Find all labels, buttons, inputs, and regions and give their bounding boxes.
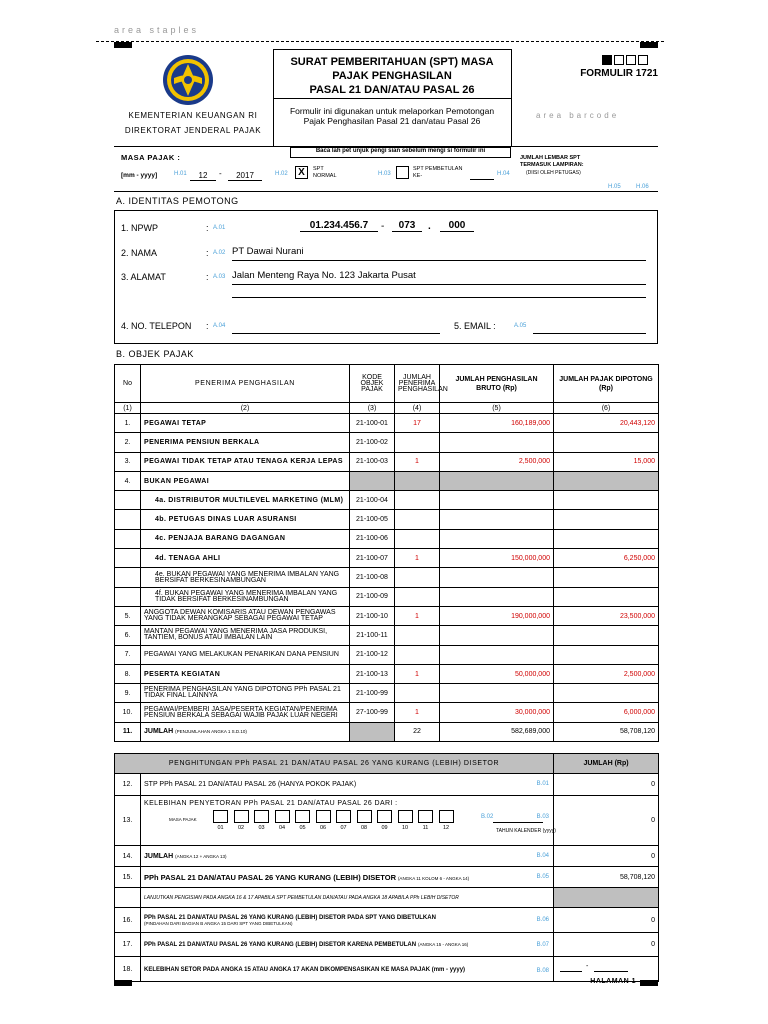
cell-pph[interactable] — [554, 529, 659, 548]
telepon-label: 4. NO. TELEPON — [121, 321, 192, 331]
row-14-cell — [141, 846, 554, 867]
cell-jml[interactable] — [395, 491, 440, 510]
row-17-cell — [141, 933, 554, 957]
row-16-value[interactable]: 0 — [554, 908, 659, 933]
staple-dashed-line — [96, 41, 664, 42]
cell-no: 7. — [115, 645, 141, 664]
table-row — [115, 414, 659, 433]
col-num-2: (2) — [141, 403, 350, 414]
total-label-cell — [141, 722, 350, 741]
row-15-value[interactable]: 58,708,120 — [554, 867, 659, 888]
table-row — [115, 471, 659, 490]
total-label: JUMLAH — [144, 728, 174, 736]
cell-kode: 21-100-99 — [350, 684, 395, 703]
corner-mark-tl — [114, 42, 132, 48]
cell-kode: 21-100-12 — [350, 645, 395, 664]
cell-jml[interactable] — [395, 433, 440, 452]
cell-bruto[interactable]: 50,000,000 — [440, 664, 554, 683]
cell-name: PEGAWAI TETAP — [141, 414, 350, 433]
code-h01: H.01 — [174, 171, 187, 177]
row-13-no: 13. — [115, 796, 141, 846]
masa-dash: - — [219, 169, 222, 178]
row-14-value[interactable]: 0 — [554, 846, 659, 867]
cell-no — [115, 587, 141, 606]
table-row — [115, 664, 659, 683]
month-checkbox[interactable] — [377, 810, 392, 823]
col-num-5: (5) — [440, 403, 554, 414]
cell-kode: 21-100-04 — [350, 491, 395, 510]
cell-jml[interactable] — [395, 529, 440, 548]
cell-kode: 21-100-07 — [350, 549, 395, 568]
cell-name: PENERIMA PENGHASILAN YANG DIPOTONG PPh PASAL 21 TIDAK FINAL LAINNYA — [141, 684, 350, 703]
cell-no: 4. — [115, 471, 141, 490]
table-row — [115, 491, 659, 510]
cell-pph[interactable]: 15,000 — [554, 452, 659, 471]
masa-pajak-label: MASA PAJAK : — [121, 153, 181, 162]
page-number: HALAMAN 1 — [590, 978, 636, 985]
row-18-no: 18. — [115, 957, 141, 982]
month-label: 10 — [401, 825, 409, 831]
row-16-cell — [141, 908, 554, 933]
month-checkbox[interactable] — [439, 810, 454, 823]
total-note: (PENJUMLAHAN ANGKA 1 S.D.10) — [175, 729, 247, 735]
table-row — [115, 703, 659, 722]
corner-mark-bl — [114, 980, 132, 986]
col-header-jumlah-penerima: JUMLAH PENERIMA PENGHASILAN — [395, 365, 440, 403]
form-title-3: PASAL 21 DAN/ATAU PASAL 26 — [309, 84, 475, 96]
code-a03: A.03 — [213, 274, 226, 280]
cell-kode: 21-100-08 — [350, 568, 395, 587]
cell-jml[interactable]: 1 — [395, 703, 440, 722]
cell-name: ANGGOTA DEWAN KOMISARIS ATAU DEWAN PENGAWAS YANG TIDAK MERANGKAP SEBAGAI PEGAWAI TETAP — [141, 606, 350, 625]
email-label: 5. EMAIL : — [454, 321, 496, 331]
npwp-part-2[interactable]: 073 — [392, 220, 422, 232]
row-17-value[interactable]: 0 — [554, 933, 659, 957]
cell-kode: 21-100-10 — [350, 606, 395, 625]
tahun-kalender-line[interactable] — [493, 822, 543, 823]
corner-mark-br — [640, 980, 658, 986]
cell-kode: 21-100-05 — [350, 510, 395, 529]
cell-jml[interactable]: 1 — [395, 452, 440, 471]
month-label: 06 — [319, 825, 327, 831]
month-checkbox[interactable] — [254, 810, 269, 823]
cell-no — [115, 491, 141, 510]
cell-jml[interactable] — [395, 510, 440, 529]
row-14-no: 14. — [115, 846, 141, 867]
code-h03: H.03 — [378, 171, 391, 177]
month-label: 03 — [258, 825, 265, 831]
cell-pph[interactable] — [554, 626, 659, 645]
jumlah-lembar-label: JUMLAH LEMBAR SPT TERMASUK LAMPIRAN: — [520, 155, 584, 168]
cell-name: PENERIMA PENSIUN BERKALA — [141, 433, 350, 452]
code-b08: B.08 — [536, 968, 550, 974]
month-label: 08 — [360, 825, 368, 831]
row-15-cell — [141, 867, 554, 888]
cell-pph[interactable] — [554, 684, 659, 703]
row-18-dash: - — [586, 963, 589, 970]
cell-pph[interactable] — [554, 568, 659, 587]
cell-pph[interactable]: 23,500,000 — [554, 606, 659, 625]
telepon-field[interactable] — [232, 333, 440, 334]
cell-kode: 27-100-99 — [350, 703, 395, 722]
row-13-label: KELEBIHAN PENYETORAN PPh PASAL 21 DAN/ATAU PASAL 26 DARI : — [144, 800, 398, 807]
cell-jml[interactable] — [395, 626, 440, 645]
cell-jml — [395, 471, 440, 490]
cell-bruto[interactable] — [440, 433, 554, 452]
area-staples-label: area staples — [114, 25, 200, 35]
month-checkbox[interactable] — [275, 810, 290, 823]
table-row — [115, 433, 659, 452]
cell-name: PEGAWAI/PEMBERI JASA/PESERTA KEGIATAN/PENERIMA PENSIUN BERKALA SEBAGAI WAJIB PAJAK LUAR NEGERI — [141, 703, 350, 722]
month-checkbox[interactable] — [213, 810, 228, 823]
month-checkbox[interactable] — [295, 810, 310, 823]
cell-bruto[interactable]: 190,000,000 — [440, 606, 554, 625]
cell-pph[interactable] — [554, 491, 659, 510]
row-15-note: (ANGKA 11 KOLOM 6 - ANGKA 14) — [397, 875, 470, 881]
nama-colon: : — [206, 248, 209, 258]
area-barcode-label: area barcode — [536, 111, 620, 120]
cell-no: 2. — [115, 433, 141, 452]
col-num-4: (4) — [395, 403, 440, 414]
cell-bruto[interactable] — [440, 684, 554, 703]
table-row — [115, 568, 659, 587]
row-13-cell — [141, 796, 554, 846]
col-header-bruto: JUMLAH PENGHASILAN BRUTO (Rp) — [440, 365, 554, 403]
cell-jml[interactable] — [395, 568, 440, 587]
npwp-dash: - — [381, 221, 385, 232]
form-title-2: PAJAK PENGHASILAN — [332, 70, 452, 82]
cell-jml[interactable] — [395, 645, 440, 664]
cell-jml[interactable] — [395, 587, 440, 606]
cell-bruto[interactable] — [440, 510, 554, 529]
cell-kode: 21-100-09 — [350, 587, 395, 606]
col-header-kode: KODE OBJEK PAJAK — [350, 365, 395, 403]
penghitungan-jumlah-header: JUMLAH (Rp) — [554, 754, 659, 774]
cell-jml[interactable]: 1 — [395, 606, 440, 625]
row-15-no: 15. — [115, 867, 141, 888]
alamat-line-2[interactable] — [232, 297, 646, 298]
masa-format: [mm - yyyy] — [121, 172, 158, 179]
col-num-6: (6) — [554, 403, 659, 414]
telepon-colon: : — [206, 321, 209, 331]
cell-kode: 21-100-13 — [350, 664, 395, 683]
section-a-title: A. IDENTITAS PEMOTONG — [116, 196, 239, 206]
cell-pph[interactable]: 20,443,120 — [554, 414, 659, 433]
cell-no: 3. — [115, 452, 141, 471]
code-a04: A.04 — [213, 323, 226, 329]
row-13-value[interactable]: 0 — [554, 796, 659, 846]
row-12-no: 12. — [115, 774, 141, 796]
header-right-divider — [511, 49, 512, 146]
nama-label: 2. NAMA — [121, 248, 158, 258]
npwp-label: 1. NPWP — [121, 223, 159, 233]
table-row — [115, 452, 659, 471]
month-checkbox[interactable] — [398, 810, 413, 823]
month-label: 01 — [217, 825, 224, 831]
row-17-label: PPh PASAL 21 DAN/ATAU PASAL 26 YANG KURANG (LEBIH) DISETOR KARENA PEMBETULAN — [144, 942, 417, 948]
row-12-label: STP PPh PASAL 21 DAN/ATAU PASAL 26 (HANYA POKOK PAJAK) — [144, 781, 357, 788]
table-row — [115, 606, 659, 625]
cell-no: 9. — [115, 684, 141, 703]
row-13-masa-label: MASA PAJAK — [169, 817, 197, 822]
cell-name: MANTAN PEGAWAI YANG MENERIMA JASA PRODUKSI, TANTIEM, BONUS ATAU IMBALAN LAIN — [141, 626, 350, 645]
table-row — [115, 684, 659, 703]
form-title-1: SURAT PEMBERITAHUAN (SPT) MASA — [290, 56, 494, 68]
form-code-boxes — [602, 55, 648, 67]
row-14-note: (ANGKA 12 + ANGKA 13) — [175, 853, 227, 859]
cell-kode: 21-100-06 — [350, 529, 395, 548]
cell-bruto[interactable] — [440, 587, 554, 606]
cell-pph[interactable]: 6,000,000 — [554, 703, 659, 722]
table-row — [115, 549, 659, 568]
cell-kode: 21-100-03 — [350, 452, 395, 471]
cell-kode: 21-100-01 — [350, 414, 395, 433]
cell-kode: 21-100-02 — [350, 433, 395, 452]
row-17-no: 17. — [115, 933, 141, 957]
month-label: 02 — [237, 825, 245, 831]
table-row — [115, 587, 659, 606]
code-b07: B.07 — [536, 942, 550, 948]
npwp-colon: : — [206, 223, 209, 233]
col-num-1: (1) — [115, 403, 141, 414]
col-header-dipotong: JUMLAH PAJAK DIPOTONG (Rp) — [554, 365, 659, 403]
cell-no: 10. — [115, 703, 141, 722]
masa-month[interactable]: 12 — [190, 171, 216, 181]
cell-bruto[interactable] — [440, 529, 554, 548]
cell-name: PEGAWAI YANG MELAKUKAN PENARIKAN DANA PENSIUN — [141, 645, 350, 664]
code-a02: A.02 — [213, 250, 226, 256]
code-b04: B.04 — [536, 853, 550, 859]
penghitungan-title: PENGHITUNGAN PPh PASAL 21 DAN/ATAU PASAL 26 YANG KURANG (LEBIH) DISETOR — [115, 754, 554, 774]
spt-normal-label: SPT NORMAL — [313, 166, 337, 179]
month-label: 11 — [422, 825, 429, 831]
cell-pph[interactable] — [554, 645, 659, 664]
row-16-no: 16. — [115, 908, 141, 933]
cell-bruto[interactable]: 160,189,000 — [440, 414, 554, 433]
ministry-name: KEMENTERIAN KEUANGAN RI — [128, 111, 258, 120]
cell-bruto[interactable] — [440, 491, 554, 510]
row-12-label-cell — [141, 774, 554, 796]
cell-no: 6. — [115, 626, 141, 645]
table-row — [115, 645, 659, 664]
cell-pph[interactable]: 2,500,000 — [554, 664, 659, 683]
form-number: FORMULIR 1721 — [580, 68, 658, 79]
spt-pembetulan-label: SPT PEMBETULAN KE- — [413, 166, 463, 179]
cell-no: 1. — [115, 414, 141, 433]
cell-name: 4d. TENAGA AHLI — [141, 549, 350, 568]
col-header-penerima: PENERIMA PENGHASILAN — [141, 365, 350, 403]
cell-jml[interactable] — [395, 684, 440, 703]
cell-no: 8. — [115, 664, 141, 683]
total-bruto: 582,689,000 — [440, 722, 554, 741]
cell-name: PEGAWAI TIDAK TETAP ATAU TENAGA KERJA LEPAS — [141, 452, 350, 471]
code-b06: B.06 — [536, 917, 550, 923]
row-14-label: JUMLAH — [144, 852, 174, 860]
cell-bruto[interactable] — [440, 645, 554, 664]
code-h04: H.04 — [497, 171, 510, 177]
cell-jml[interactable]: 17 — [395, 414, 440, 433]
cell-pph[interactable] — [554, 587, 659, 606]
total-jumlah-penerima: 22 — [395, 722, 440, 741]
code-h06: H.06 — [636, 184, 649, 190]
month-checkbox[interactable] — [336, 810, 351, 823]
cell-bruto[interactable] — [440, 626, 554, 645]
code-b03: B.03 — [536, 814, 550, 820]
form-subtitle: Formulir ini digunakan untuk melaporkan Pemotongan Pajak Penghasilan Pasal 21 dan/atau Pasal 26 — [289, 106, 495, 126]
cell-name: PESERTA KEGIATAN — [141, 664, 350, 683]
cell-kode: 21-100-11 — [350, 626, 395, 645]
month-label: 04 — [278, 825, 286, 831]
table-row — [115, 626, 659, 645]
row-15-label: PPh PASAL 21 DAN/ATAU PASAL 26 YANG KURANG (LEBIH) DISETOR — [144, 872, 396, 882]
npwp-part-3[interactable]: 000 — [440, 220, 474, 232]
code-b02: B.02 — [481, 814, 494, 820]
header-mid-line — [273, 98, 511, 99]
cell-name: BUKAN PEGAWAI — [141, 471, 350, 490]
cell-no: 5. — [115, 606, 141, 625]
cell-bruto[interactable]: 2,500,000 — [440, 452, 554, 471]
cell-kode — [350, 471, 395, 490]
cell-no — [115, 529, 141, 548]
row-18-cell — [141, 957, 554, 982]
total-pph: 58,708,120 — [554, 722, 659, 741]
spt-normal-checkbox[interactable]: X — [295, 166, 308, 179]
nama-field[interactable]: PT Dawai Nurani — [232, 246, 646, 261]
code-h02: H.02 — [275, 171, 288, 177]
col-num-3: (3) — [350, 403, 395, 414]
month-label: 05 — [299, 825, 306, 831]
corner-mark-tr — [640, 42, 658, 48]
cell-name: 4e. BUKAN PEGAWAI YANG MENERIMA IMBALAN YANG BERSIFAT BERKESINAMBUNGAN — [141, 568, 350, 587]
alamat-label: 3. ALAMAT — [121, 272, 166, 282]
total-kode-gray — [350, 722, 395, 741]
masa-bottom-line — [114, 191, 658, 192]
month-checkbox[interactable] — [234, 810, 249, 823]
cell-bruto[interactable]: 30,000,000 — [440, 703, 554, 722]
table-row — [115, 510, 659, 529]
cell-jml[interactable]: 1 — [395, 549, 440, 568]
npwp-part-1[interactable]: 01.234.456.7 — [300, 220, 378, 232]
alamat-colon: : — [206, 272, 209, 282]
cell-pph — [554, 471, 659, 490]
ministry-logo-icon — [162, 54, 214, 106]
cell-bruto[interactable]: 150,000,000 — [440, 549, 554, 568]
total-no: 11. — [115, 722, 141, 741]
tahun-kalender-label: TAHUN KALENDER (yyyy) — [496, 828, 556, 834]
cell-bruto[interactable] — [440, 568, 554, 587]
header-top-border — [273, 49, 511, 50]
email-field[interactable] — [533, 333, 646, 334]
col-header-no: No — [115, 365, 141, 403]
month-checkbox[interactable] — [357, 810, 372, 823]
cell-name: 4b. PETUGAS DINAS LUAR ASURANSI — [141, 510, 350, 529]
cell-no — [115, 568, 141, 587]
month-checkbox[interactable] — [418, 810, 433, 823]
cell-jml[interactable]: 1 — [395, 664, 440, 683]
masa-year[interactable]: 2017 — [228, 171, 262, 181]
month-label: 07 — [340, 825, 347, 831]
spt-pembetulan-checkbox[interactable] — [396, 166, 409, 179]
cell-name: 4a. DISTRIBUTOR MULTILEVEL MARKETING (MLM) — [141, 491, 350, 510]
month-boxes — [213, 810, 473, 836]
cell-pph[interactable] — [554, 510, 659, 529]
penghitungan-table — [114, 753, 659, 982]
month-label: 09 — [381, 825, 388, 831]
diisi-petugas: (DIISI OLEH PETUGAS) — [526, 170, 581, 176]
cell-no — [115, 549, 141, 568]
cell-no — [115, 510, 141, 529]
row-17-note: (ANGKA 15 - ANGKA 16) — [417, 942, 469, 947]
code-h05: H.05 — [608, 184, 621, 190]
code-a05: A.05 — [514, 323, 527, 329]
lanjut-note: LANJUTKAN PENGISIAN PADA ANGKA 16 & 17 APABILA SPT PEMBETULAN DAN/ATAU PADA ANGKA 18 APABILA PPh LEBIH DISETOR — [141, 888, 554, 908]
cell-name: 4f. BUKAN PEGAWAI YANG MENERIMA IMBALAN YANG TIDAK BERSIFAT BERKESINAMBUNGAN — [141, 587, 350, 606]
table-row — [115, 529, 659, 548]
cell-pph[interactable] — [554, 433, 659, 452]
objek-pajak-table — [114, 364, 659, 742]
cell-name: 4c. PENJAJA BARANG DAGANGAN — [141, 529, 350, 548]
pembetulan-ke-line[interactable] — [470, 179, 494, 180]
section-b-title: B. OBJEK PAJAK — [116, 349, 194, 359]
row-16-note: (PINDAHAN DARI BAGIAN B ANGKA 15 DARI SPT YANG DIBETULKAN) — [144, 920, 293, 926]
petunjuk-note: Baca lah pet unjuk pengi sian sebelum mengi si formulir ini — [315, 148, 486, 154]
code-b05: B.05 — [536, 874, 550, 880]
month-checkbox[interactable] — [316, 810, 331, 823]
row-12-value[interactable]: 0 — [554, 774, 659, 796]
row-18-month-line[interactable] — [560, 971, 582, 972]
lanjut-spacer — [115, 888, 141, 908]
month-label: 12 — [442, 825, 450, 831]
lanjut-gray — [554, 888, 659, 908]
npwp-dot: . — [428, 221, 431, 232]
cell-bruto — [440, 471, 554, 490]
row-18-year-line[interactable] — [594, 971, 628, 972]
alamat-field[interactable]: Jalan Menteng Raya No. 123 Jakarta Pusat — [232, 270, 646, 285]
directorate-name: DIREKTORAT JENDERAL PAJAK — [124, 126, 262, 135]
cell-pph[interactable]: 6,250,000 — [554, 549, 659, 568]
row-16-label: PPh PASAL 21 DAN/ATAU PASAL 26 YANG KURANG (LEBIH) DISETOR PADA SPT YANG DIBETULKAN — [144, 914, 436, 921]
code-a01: A.01 — [213, 225, 226, 231]
row-18-label: KELEBIHAN SETOR PADA ANGKA 15 ATAU ANGKA 17 AKAN DIKOMPENSASIKAN KE MASA PAJAK (mm - yyyy) — [144, 966, 466, 973]
code-b01: B.01 — [536, 781, 550, 787]
